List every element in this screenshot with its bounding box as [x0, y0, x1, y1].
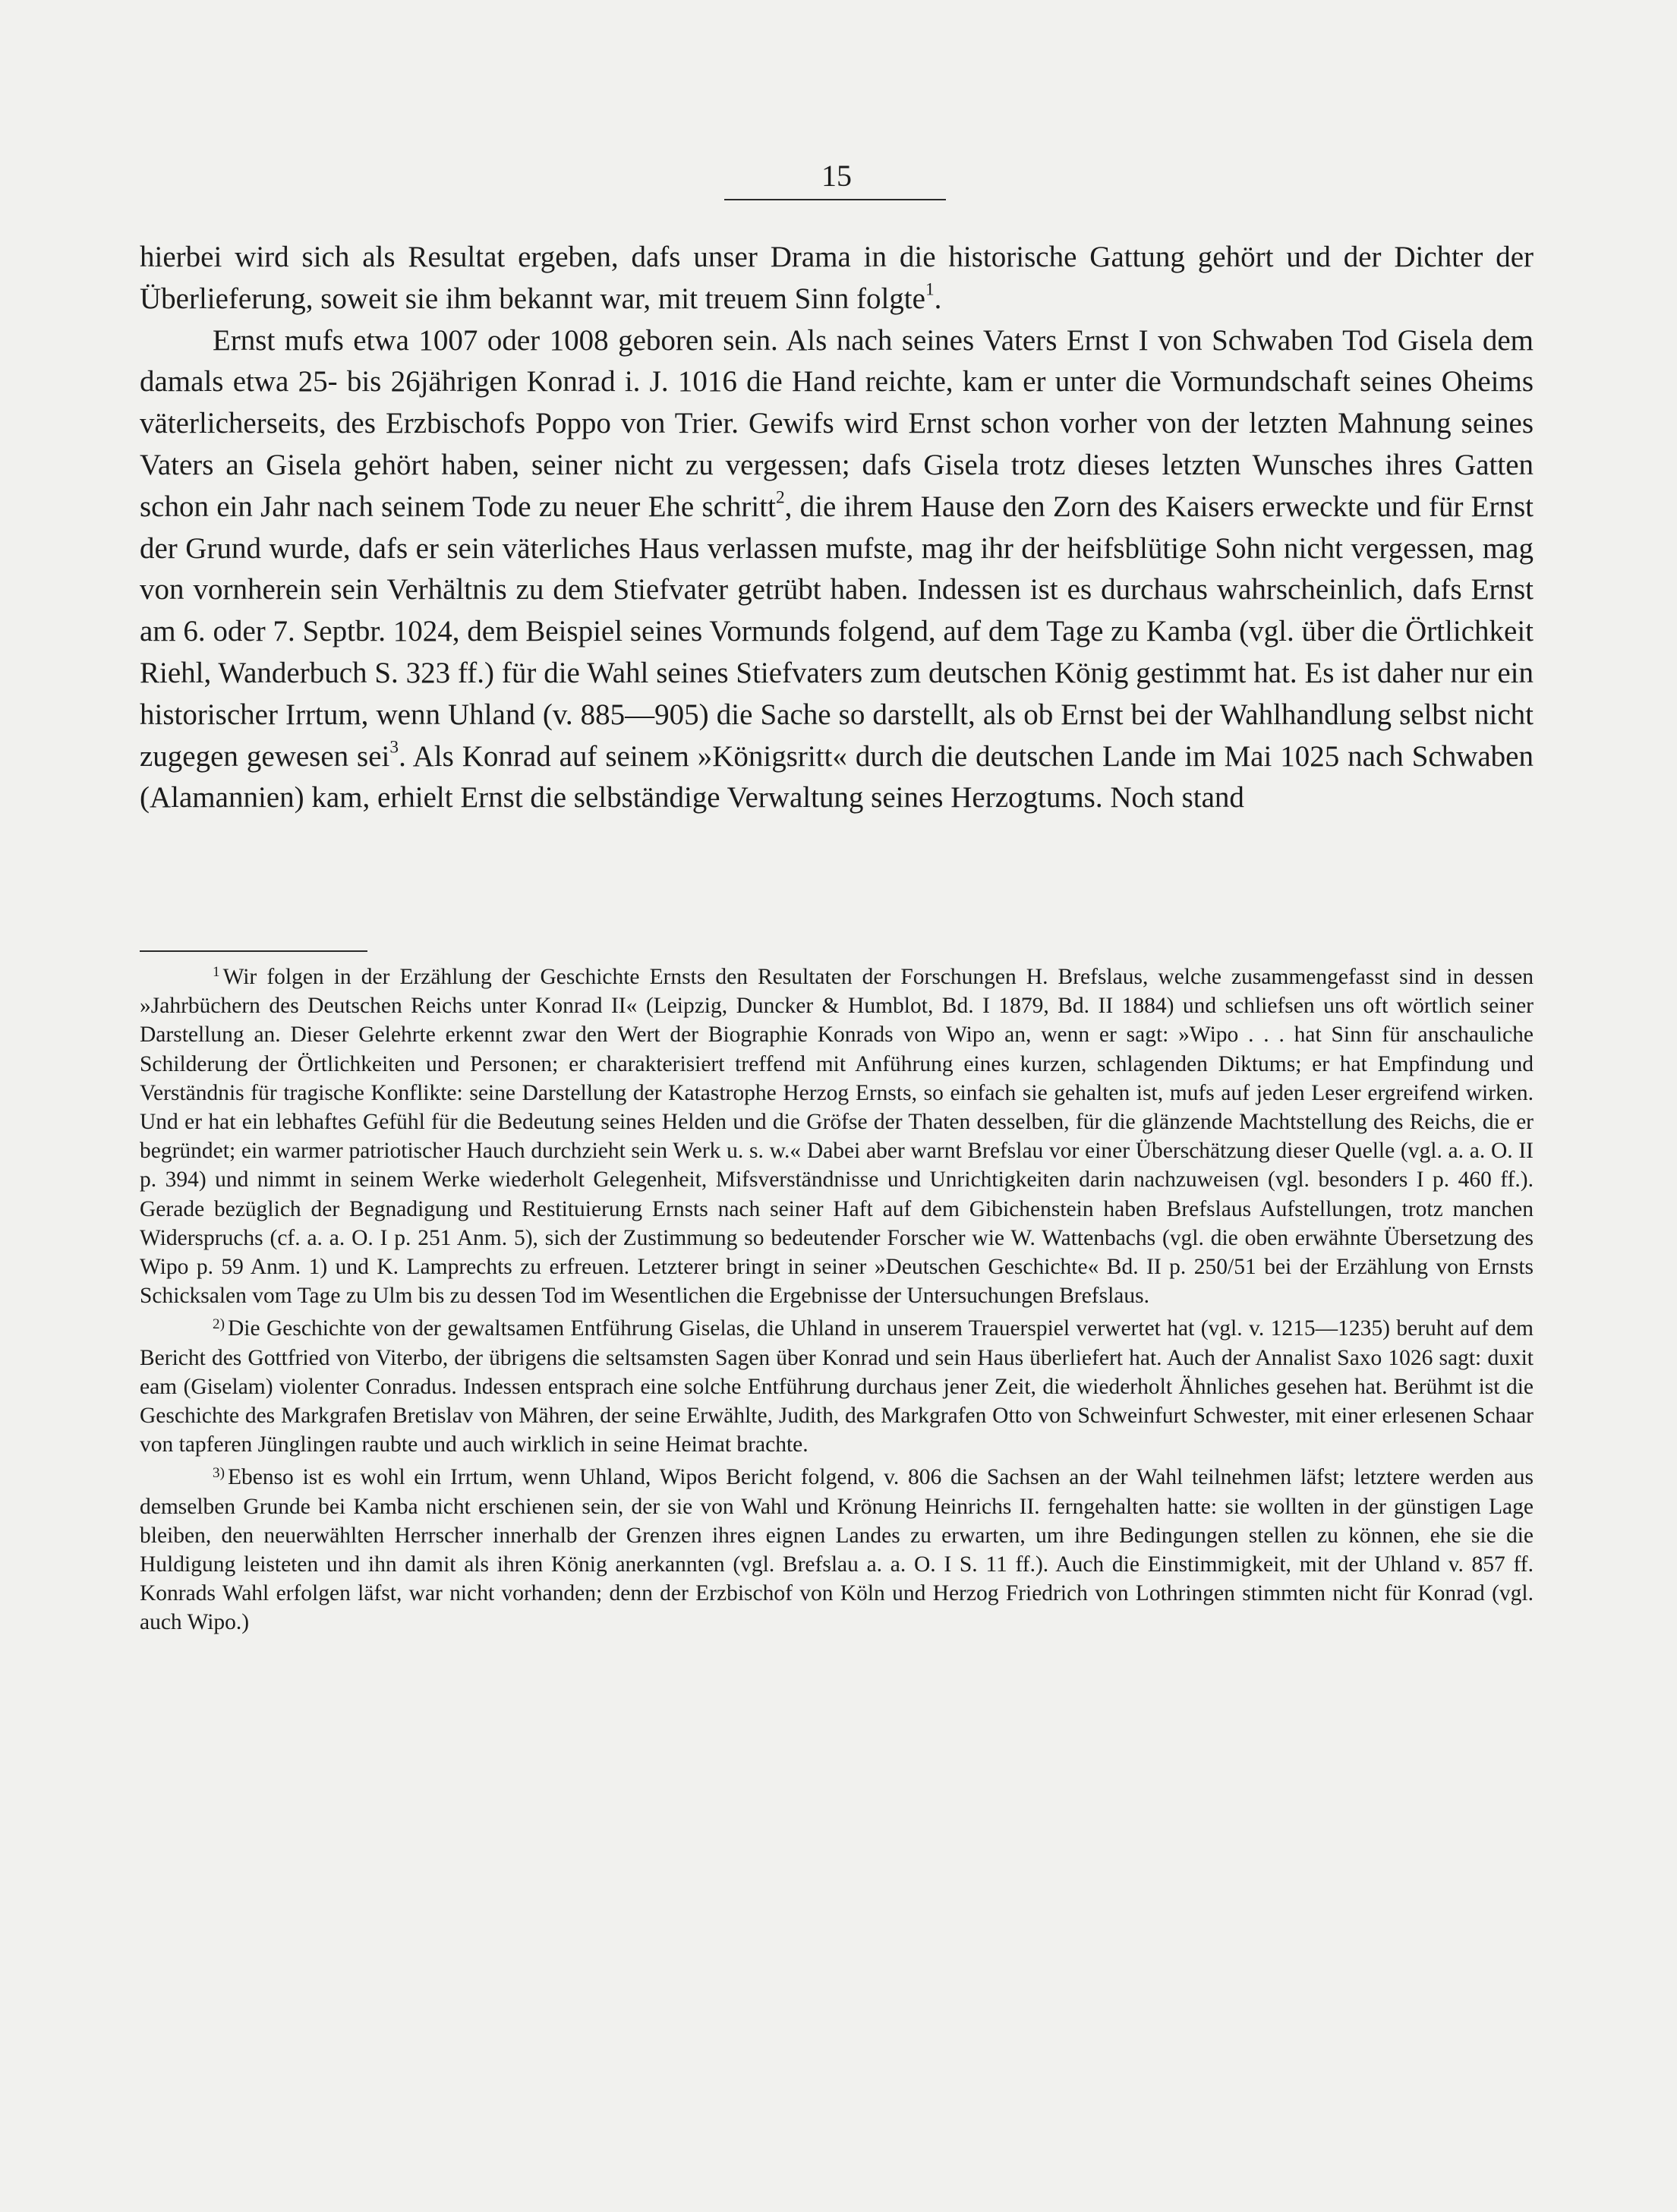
book-page — [140, 144, 1534, 2194]
paragraph-2-text-a: Ernst mufs etwa 1007 oder 1008 geboren sein. Als nach seines Vaters Ernst I von Schwaben Tod Gisela dem damals etwa 25- bis 26jährigen Konrad i. J. 1016 die Hand reichte, kam er unter die Vormundschaft seines Oheims väterlicherseits, des Erzbischofs Poppo von Trier. Gewifs wird Ernst schon vorher von der letzten Mahnung seines Vaters an Gisela gehört haben, seiner nicht zu vergessen; dafs Gisela trotz dieses letzten Wunsches ihres Gatten schon ein Jahr nach seinem Tode zu neuer Ehe schritt — [140, 323, 1534, 523]
header-rule — [724, 199, 946, 200]
footnote-1-text: Wir folgen in der Erzählung der Geschichte Ernsts den Resultaten der Forschungen H. Brefslaus, welche zusammengefasst sind in dessen »Jahrbüchern des Deutschen Reichs unter Konrad II« (Leipzig, Duncker & Humblot, Bd. I 1879, Bd. II 1884) und schliefsen uns oft wörtlich seiner Darstellung an. Dieser Gelehrte erkennt zwar den Wert der Biographie Konrads von Wipo an, wenn er sagt: »Wipo . . . hat Sinn für anschauliche Schilderung der Örtlichkeiten und Personen; er charakterisiert treffend mit Anführung eines kurzen, schlagenden Diktums; er hat Empfindung und Verständnis für tragische Konflikte: seine Darstellung der Katastrophe Herzog Ernsts, so einfach sie gehalten ist, mufs auf jeden Leser ergreifend wirken. Und er hat ein lebhaftes Gefühl für die Bedeutung seines Helden und die Gröfse der Thaten desselben, für die glänzende Machtstellung des Reichs, die er begründet; ein warmer patriotischer Hauch durchzieht sein Werk u. s. w.« Dabei aber warnt Brefslau vor einer Überschätzung dieser Quelle (vgl. a. a. O. II p. 394) und nimmt in seinem Werke wiederholt Gelegenheit, Mifsverständnisse und Unrichtigkeiten darin nachzuweisen (vgl. besonders I p. 460 ff.). Gerade bezüglich der Begnadigung und Restituierung Ernsts nach seiner Haft auf dem Gibichenstein haben Brefslaus Aufstellungen, trotz manchen Widerspruchs (cf. a. a. O. I p. 251 Anm. 5), sich der Zustimmung so bedeutender Forscher wie W. Wattenbachs (vgl. die oben erwähnte Übersetzung des Wipo p. 59 Anm. 1) und K. Lamprechts zu erfreuen. Letzterer bringt in seiner »Deutschen Geschichte« Bd. II p. 250/51 bei der Erzählung von Ernsts Schicksalen vom Tage zu Ulm bis zu dessen Tod im Wesentlichen die Ergebnisse der Untersuchungen Brefslaus. — [140, 965, 1534, 1309]
footnote-2-text: Die Geschichte von der gewaltsamen Entführung Giselas, die Uhland in unserem Trauerspiel verwertet hat (vgl. v. 1215—1235) beruht auf dem Bericht des Gottfried von Viterbo, der übrigens die seltsamsten Sagen über Konrad und sein Haus überliefert hat. Auch der Annalist Saxo 1026 sagt: duxit eam (Giselam) violenter Conradus. Indessen entsprach eine solche Entführung durchaus jener Zeit, die wiederholt Ähnliches gesehen hat. Berühmt ist die Geschichte des Markgrafen Bretislav von Mähren, der seine Erwählte, Judith, des Markgrafen Otto von Schweinfurt Schwester, mit einer erlesenen Schaar von tapferen Jünglingen raubte und auch wirklich in seine Heimat brachte. — [140, 1316, 1534, 1457]
footnote-2 — [140, 1314, 1534, 1459]
footnote-1 — [140, 963, 1534, 1310]
paragraph-1-end: . — [934, 282, 942, 315]
footnotes — [140, 963, 1534, 1641]
page-number: 15 — [821, 159, 852, 193]
main-text — [140, 237, 1534, 819]
paragraph-2-text-b: , die ihrem Hause den Zorn des Kaisers erweckte und für Ernst der Grund wurde, dafs er sein väterliches Haus verlassen mufste, mag ihr der heifsblütige Sohn nicht vergessen, mag von vornherein sein Verhältnis zu dem Stiefvater getrübt haben. Indessen ist es durchaus wahrscheinlich, dafs Ernst am 6. oder 7. Septbr. 1024, dem Beispiel seines Vormunds folgend, auf dem Tage zu Kamba (vgl. über die Örtlichkeit Riehl, Wanderbuch S. 323 ff.) für die Wahl seines Stiefvaters zum deutschen König gestimmt hat. Es ist daher nur ein historischer Irrtum, wenn Uhland (v. 885—905) die Sache so darstellt, als ob Ernst bei der Wahlhandlung selbst nicht zugegen gewesen sei — [140, 490, 1534, 773]
footnote-ref-1: 1 — [925, 279, 935, 300]
footnote-3-mark: 3) — [213, 1464, 225, 1481]
footnote-ref-3: 3 — [389, 737, 399, 758]
footnote-3-text: Ebenso ist es wohl ein Irrtum, wenn Uhland, Wipos Bericht folgend, v. 806 die Sachsen an der Wahl teilnehmen läfst; letztere werden aus demselben Grunde bei Kamba nicht erschienen sein, der sie von Wahl und Krönung Heinrichs II. ferngehalten hatte: sie wollten in der günstigen Lage bleiben, den neuerwählten Herrscher innerhalb der Grenzen ihres eignen Landes zu erwarten, um ihre Bedingungen stellen zu können, ehe sie die Huldigung leisteten und ihn damit als ihren König anerkannten (vgl. Brefslau a. a. O. I S. 11 ff.). Auch die Einstimmigkeit, mit der Uhland v. 857 ff. Konrads Wahl erfolgen läfst, war nicht vorhanden; denn der Erzbischof von Köln und Herzog Friedrich von Lothringen stimmten nicht für Konrad (vgl. auch Wipo.) — [140, 1465, 1534, 1635]
body-paragraph-2 — [140, 320, 1534, 820]
paragraph-1-text: hierbei wird sich als Resultat ergeben, dafs unser Drama in die historische Gattung gehört und der Dichter der Überlieferung, soweit sie ihm bekannt war, mit treuem Sinn folgte — [140, 241, 1534, 315]
footnote-2-mark: 2) — [213, 1316, 225, 1332]
footnote-ref-2: 2 — [775, 487, 785, 508]
paragraph-2-text-c: . Als Konrad auf seinem »Königsritt« durch die deutschen Lande im Mai 1025 nach Schwaben (Alamannien) kam, erhielt Ernst die selbständige Verwaltung seines Herzogtums. Noch stand — [140, 739, 1534, 815]
body-paragraph-1 — [140, 237, 1534, 320]
footnote-1-mark: 1 — [213, 964, 220, 981]
footnote-3 — [140, 1463, 1534, 1637]
footnote-rule — [140, 950, 367, 952]
